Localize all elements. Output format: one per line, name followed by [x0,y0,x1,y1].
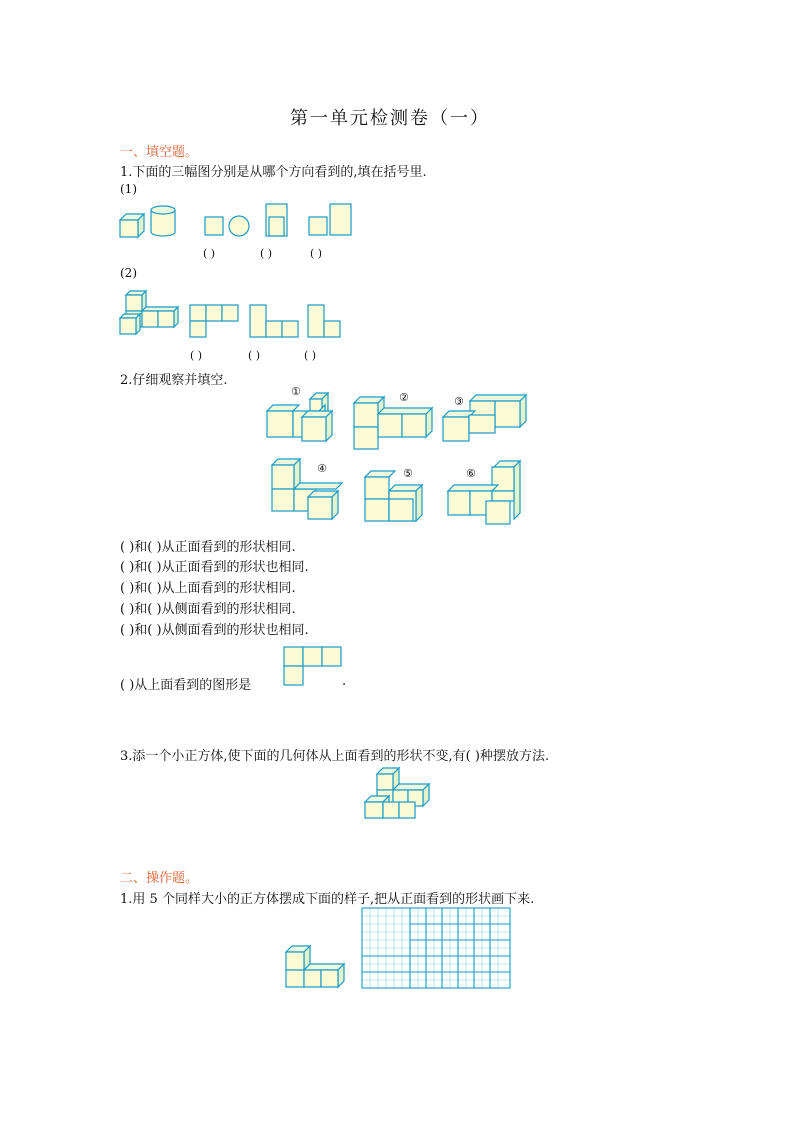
q2-last-line: ( )从上面看到的图形是 [120,678,252,693]
blank-1-3[interactable]: ( ) [310,247,323,260]
q3-figure [363,766,433,824]
cube-figure [120,214,144,237]
figure-2-label: ② [399,391,409,404]
s2-cube-figure [282,938,346,990]
top-view-shape [283,646,343,688]
blank-1-2[interactable]: ( ) [260,247,273,260]
question-2-text: 2.仔细观察并填空. [120,373,228,388]
question-3-text: 3.添一个小正方体,使下面的几何体从上面看到的形状不变,有( )种摆放方法. [120,749,550,764]
drawing-grid[interactable] [362,908,512,990]
page-title: 第一单元检测卷（一） [290,108,490,129]
figure-1 [267,385,332,441]
view-small-big [309,204,351,235]
figure-3 [443,395,526,441]
q2-line-5: ( )和( )从侧面看到的形状也相同. [120,623,309,638]
view-b [250,305,298,337]
view-square [205,217,223,235]
part-2-label: (2) [120,266,137,280]
section-heading-operation: 二、操作题。 [120,871,199,886]
figure-4-label: ④ [317,462,327,475]
view-a [190,305,238,337]
q2-line-2: ( )和( )从正面看到的形状也相同. [120,560,309,575]
figure-5-label: ⑤ [403,467,413,480]
q1-part1-figures [118,200,358,245]
blank-1-1[interactable]: ( ) [203,247,216,260]
figure-6 [448,461,520,524]
q2-line-3: ( )和( )从上面看到的形状相同. [120,581,296,596]
cylinder-figure [151,206,175,236]
cube-cluster-figure [120,291,178,334]
part-1-label: (1) [120,182,137,196]
section-heading-fill-blank: 一、填空题。 [120,145,199,160]
blank-2-2[interactable]: ( ) [248,349,261,362]
q2-line-4: ( )和( )从侧面看到的形状相同. [120,602,296,617]
figure-6-label: ⑥ [466,467,476,480]
q2-last-line-period: . [342,674,347,689]
view-circle [229,216,249,236]
figure-2 [354,391,432,449]
question-1-text: 1.下面的三幅图分别是从哪个方向看到的,填在括号里. [120,165,427,180]
section2-question-1-text: 1.用 5 个同样大小的正方体摆成下面的样子,把从正面看到的形状画下来. [120,892,535,907]
figure-1-label: ① [291,385,301,398]
figure-3-label: ③ [454,395,464,408]
blank-2-3[interactable]: ( ) [304,349,317,362]
q1-part2-figures [118,288,348,338]
blank-2-1[interactable]: ( ) [190,349,203,362]
view-stacked [266,204,287,236]
figure-4 [272,459,342,519]
figure-5 [365,467,422,521]
q2-line-1: ( )和( )从正面看到的形状相同. [120,540,296,555]
q2-figures [262,385,537,530]
view-c [308,305,340,337]
